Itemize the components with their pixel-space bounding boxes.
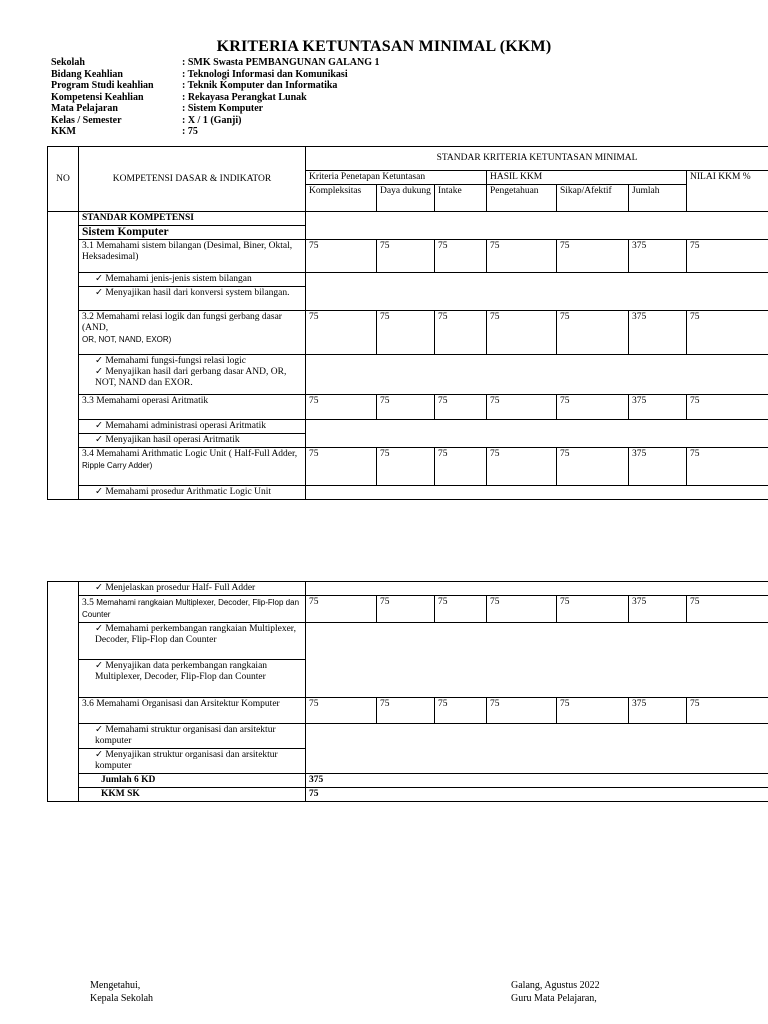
header-pengetahuan: Pengetahuan [487,185,557,212]
header-hasil: HASIL KKM [487,171,687,185]
footer-right: Galang, Agustus 2022 Guru Mata Pelajaran, [511,980,600,1004]
cell-daya: 75 [377,698,435,724]
cell-kompleksitas: 75 [306,698,377,724]
indikator: ✓ Menyajikan hasil dari konversi system bilangan. [79,287,306,311]
blank-cell [306,582,768,596]
table-row [48,395,768,420]
table-row [48,311,768,355]
header-sikap: Sikap/Afektif [557,185,629,212]
cell-daya: 75 [377,448,435,486]
footer-left: Mengetahui, Kepala Sekolah [90,980,154,1004]
cell-sikap: 75 [557,596,629,623]
sk-name: Sistem Komputer [79,226,306,240]
header-kd: KOMPETENSI DASAR & INDIKATOR [79,147,306,212]
kkm-table-2 [47,581,768,802]
info-row-kompetensi: Kompetensi Keahlian : Rekayasa Perangkat Lunak [51,91,307,103]
kkm-table-1 [47,146,768,500]
cell-sikap: 75 [557,698,629,724]
indikator: ✓ Menyajikan struktur organisasi dan arsitektur komputer [79,749,306,774]
cell-pengetahuan: 75 [487,448,557,486]
cell-sikap: 75 [557,395,629,420]
cell-intake: 75 [435,395,487,420]
cell-jumlah: 375 [629,698,687,724]
cell-intake: 75 [435,240,487,273]
header-nilai: NILAI KKM % [687,171,768,212]
header-jumlah: Jumlah [629,185,687,212]
cell-pengetahuan: 75 [487,311,557,355]
indikator: ✓ Menyajikan hasil operasi Aritmatik [79,434,306,448]
kd-text: 3.5 Memahami rangkaian Multiplexer, Decoder, Flip-Flop dan Counter [79,596,306,623]
cell-kompleksitas: 75 [306,240,377,273]
blank-cell [306,420,768,448]
header-kompleksitas: Kompleksitas [306,185,377,212]
page-title: KRITERIA KETUNTASAN MINIMAL (KKM) [216,38,552,55]
cell-sikap: 75 [557,240,629,273]
table-row [48,448,768,486]
kkm-sk-label: KKM SK [79,788,306,802]
identity-block [51,57,380,138]
kd-text: 3.4 Memahami Arithmatic Logic Unit ( Half-Full Adder, Ripple Carry Adder) [79,448,306,486]
cell-kompleksitas: 75 [306,395,377,420]
info-row-bidang: Bidang Keahlian : Teknologi Informasi dan Komunikasi [51,68,348,80]
kd-text: 3.3 Memahami operasi Aritmatik [79,395,306,420]
cell-intake: 75 [435,448,487,486]
cell-daya: 75 [377,395,435,420]
cell-nilai: 75 [687,596,768,623]
indikator: ✓ Memahami administrasi operasi Aritmatik [79,420,306,434]
cell-kompleksitas: 75 [306,311,377,355]
indikator: ✓ Menjelaskan prosedur Half- Full Adder [79,582,306,596]
blank-cell [306,724,768,774]
cell-pengetahuan: 75 [487,698,557,724]
kd-text: 3.6 Memahami Organisasi dan Arsitektur Komputer [79,698,306,724]
info-row-kkm: KKM : 75 [51,126,198,137]
cell-nilai: 75 [687,395,768,420]
cell-intake: 75 [435,698,487,724]
blank-cell [306,486,768,500]
cell-sikap: 75 [557,311,629,355]
blank-cell [306,212,768,240]
info-row-mapel: Mata Pelajaran : Sistem Komputer [51,103,264,114]
cell-daya: 75 [377,240,435,273]
indikator: ✓ Memahami prosedur Arithmatic Logic Unit [79,486,306,500]
cell-nilai: 75 [687,240,768,273]
cell-kompleksitas: 75 [306,448,377,486]
header-intake: Intake [435,185,487,212]
indikator: ✓ Menyajikan data perkembangan rangkaian Multiplexer, Decoder, Flip-Flop dan Counter [79,660,306,698]
header-no: NO [48,147,79,212]
cell-jumlah: 375 [629,311,687,355]
indikator: ✓ Memahami struktur organisasi dan arsitektur komputer [79,724,306,749]
table-row [48,596,768,623]
indikator: ✓ Memahami fungsi-fungsi relasi logic ✓ Menyajikan hasil dari gerbang dasar AND, OR, NOT, NAND dan EXOR. [79,355,306,395]
cell-daya: 75 [377,311,435,355]
jumlah-label: Jumlah 6 KD [79,774,306,788]
table-row [48,240,768,273]
no-column [48,582,79,802]
kkm-sk-value: 75 [306,788,768,802]
kd-text: 3.1 Memahami sistem bilangan (Desimal, Biner, Oktal, Heksadesimal) [79,240,306,273]
standar-kompetensi-label: STANDAR KOMPETENSI [79,212,306,226]
cell-intake: 75 [435,311,487,355]
cell-nilai: 75 [687,698,768,724]
cell-pengetahuan: 75 [487,240,557,273]
no-column [48,212,79,500]
blank-cell [306,623,768,698]
info-row-kelas: Kelas / Semester : X / 1 (Ganji) [51,114,242,126]
cell-nilai: 75 [687,311,768,355]
indikator: ✓ Memahami perkembangan rangkaian Multiplexer, Decoder, Flip-Flop dan Counter [79,623,306,660]
cell-kompleksitas: 75 [306,596,377,623]
cell-sikap: 75 [557,448,629,486]
cell-pengetahuan: 75 [487,395,557,420]
blank-cell [306,355,768,395]
info-row-program: Program Studi keahlian : Teknik Komputer dan Informatika [51,80,338,91]
jumlah-value: 375 [306,774,768,788]
cell-nilai: 75 [687,448,768,486]
cell-jumlah: 375 [629,395,687,420]
cell-pengetahuan: 75 [487,596,557,623]
header-kriteria: Kriteria Penetapan Ketuntasan [306,171,487,185]
cell-jumlah: 375 [629,240,687,273]
blank-cell [306,273,768,311]
indikator: ✓ Memahami jenis-jenis sistem bilangan [79,273,306,287]
table-row [48,698,768,724]
info-row-sekolah: Sekolah : SMK Swasta PEMBANGUNAN GALANG 1 [51,57,380,68]
cell-jumlah: 375 [629,448,687,486]
kd-text: 3.2 Memahami relasi logik dan fungsi gerbang dasar (AND, OR, NOT, NAND, EXOR) [79,311,306,355]
header-daya: Daya dukung [377,185,435,212]
header-standar: STANDAR KRITERIA KETUNTASAN MINIMAL [306,147,768,171]
cell-intake: 75 [435,596,487,623]
cell-daya: 75 [377,596,435,623]
cell-jumlah: 375 [629,596,687,623]
